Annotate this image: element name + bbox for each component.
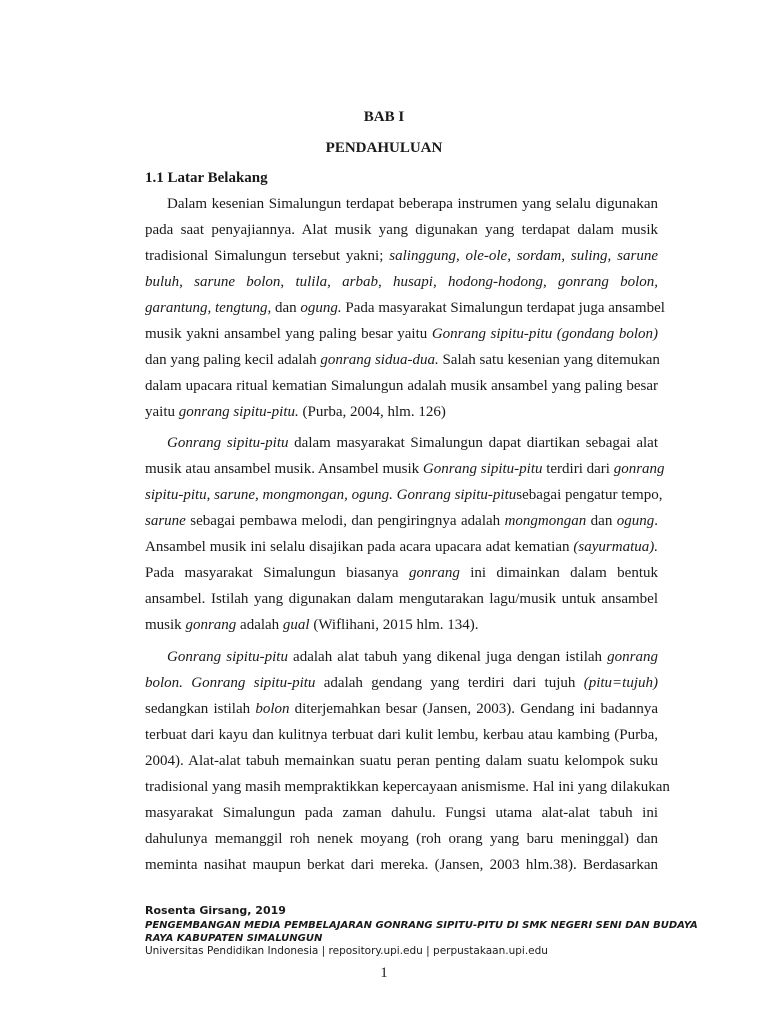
text-run: musik (145, 617, 186, 633)
text-line (167, 195, 658, 213)
text-line (145, 221, 658, 239)
text-run: tradisional yang masih mempraktikkan kepercayaan anismisme. Hal ini yang dilakukan (145, 779, 670, 795)
text-line (145, 700, 658, 718)
text-run: dalam upacara ritual kematian Simalungun adalah musik ansambel yang paling besar (145, 378, 658, 394)
text-line (145, 460, 665, 478)
text-run: pada saat penyajiannya. Alat musik yang digunakan yang terdapat dalam musik (145, 222, 658, 238)
text-run: dan yang paling kecil adalah (145, 352, 321, 368)
italic-term: gonrang (408, 565, 460, 581)
text-run: diterjemahkan besar (Jansen, 2003). Gendang ini badannya (289, 701, 658, 717)
italic-term: gonrang sidua-dua. (320, 352, 439, 368)
italic-term: gonrang (613, 461, 665, 477)
text-run: sebagai pembawa melodi, dan pengiringnya adalah (185, 513, 505, 529)
text-line (145, 299, 665, 317)
text-run: 2004). Alat-alat tabuh memainkan suatu peran penting dalam suatu kelompok suku (145, 753, 658, 769)
text-run: dalam masyarakat Simalungun dapat diartikan sebagai alat (288, 435, 658, 451)
text-run: masyarakat Simalungun pada zaman dahulu. Fungsi utama alat-alat tabuh ini (145, 805, 658, 821)
text-run: (Purba, 2004, hlm. 126) (298, 404, 446, 420)
text-run: yaitu (145, 404, 179, 420)
italic-term: ogung (616, 513, 655, 529)
footer-thesis-title-line2: RAYA KABUPATEN SIMALUNGUN (145, 933, 323, 944)
text-line (145, 325, 658, 343)
text-line (145, 726, 658, 744)
text-run: dan (271, 300, 301, 316)
text-run: meminta nasihat maupun berkat dari mereka. (Jansen, 2003 hlm.38). Berdasarkan (145, 857, 658, 873)
italic-term: ogung. (300, 300, 342, 316)
footer-author: Rosenta Girsang, 2019 (145, 904, 286, 917)
text-run: Salah satu kesenian yang ditemukan (438, 352, 660, 368)
text-line (145, 616, 658, 634)
text-run: (Wiflihani, 2015 hlm. 134). (309, 617, 479, 633)
italic-term: buluh, sarune bolon, tulila, arbab, husapi, hodong-hodong, gonrang bolon, (145, 274, 658, 290)
page-number: 1 (380, 965, 388, 981)
text-run: sebagai pengatur tempo, (516, 487, 663, 503)
section-heading: 1.1 Latar Belakang (145, 170, 268, 186)
text-line (145, 830, 658, 848)
text-run: adalah alat tabuh yang dikenal juga dengan istilah (287, 649, 608, 665)
text-line (145, 856, 658, 874)
text-run: musik yakni ansambel yang paling besar yaitu (145, 326, 432, 342)
text-line (145, 351, 658, 369)
italic-term: gonrang (185, 617, 237, 633)
italic-term: gual (282, 617, 310, 633)
text-run: sedangkan istilah (145, 701, 256, 717)
text-line (145, 538, 658, 556)
italic-term: bolon (255, 701, 290, 717)
text-line (145, 247, 658, 265)
text-line (145, 590, 658, 608)
text-run: ini dimainkan dalam bentuk (459, 565, 658, 581)
text-run: Dalam kesenian Simalungun terdapat beberapa instrumen yang selalu digunakan (167, 196, 658, 212)
italic-term: salinggung, ole-ole, sordam, suling, sarune (389, 248, 658, 264)
italic-term: Gonrang sipitu-pitu (gondang bolon) (431, 326, 658, 342)
text-line (145, 804, 658, 822)
text-run: terdiri dari (542, 461, 614, 477)
text-line (167, 648, 658, 666)
text-run: Pada masyarakat Simalungun biasanya (145, 565, 409, 581)
text-run: musik atau ansambel musik. Ansambel musik (145, 461, 423, 477)
chapter-label: BAB I (363, 109, 405, 125)
text-run: Ansambel musik ini selalu disajikan pada acara upacara adat kematian (145, 539, 574, 555)
italic-term: (pitu=tujuh) (583, 675, 658, 691)
text-run: adalah (236, 617, 283, 633)
text-line (145, 674, 658, 692)
italic-term: (sayurmatua). (573, 539, 658, 555)
text-line (145, 377, 658, 395)
italic-term: bolon. Gonrang sipitu-pitu (145, 675, 316, 691)
italic-term: gonrang (607, 649, 658, 665)
italic-term: sipitu-pitu (145, 487, 207, 503)
text-line (145, 273, 658, 291)
italic-term: gonrang sipitu-pitu. (178, 404, 299, 420)
text-run: Pada masyarakat Simalungun terdapat juga ansambel (341, 300, 665, 316)
text-line (145, 486, 663, 504)
text-run: . (654, 513, 658, 529)
text-run: , (206, 487, 215, 503)
italic-term: sarune (145, 513, 186, 529)
footer-institution: Universitas Pendidikan Indonesia | repository.upi.edu | perpustakaan.upi.edu (145, 945, 548, 957)
text-line (167, 434, 658, 452)
italic-term: Gonrang sipitu-pitu (167, 435, 289, 451)
text-line (145, 752, 658, 770)
italic-term: Gonrang sipitu-pitu (167, 649, 288, 665)
footer-thesis-title-line1: PENGEMBANGAN MEDIA PEMBELAJARAN GONRANG SIPITU-PITU DI SMK NEGERI SENI DAN BUDAYA (145, 920, 698, 931)
text-line (145, 564, 658, 582)
text-line (145, 403, 658, 421)
text-run: terbuat dari kayu dan kulitnya terbuat dari kulit lembu, kerbau atau kambing (Purba, (145, 727, 658, 743)
chapter-title: PENDAHULUAN (325, 140, 443, 156)
text-line (145, 778, 670, 796)
text-line (145, 512, 658, 530)
text-run: tradisional Simalungun tersebut yakni; (145, 248, 390, 264)
text-run: adalah gendang yang terdiri dari tujuh (315, 675, 584, 691)
italic-term: sarune, mongmongan, ogung. Gonrang sipitu-pitu (214, 487, 517, 503)
italic-term: garantung, tengtung, (145, 300, 272, 316)
italic-term: Gonrang sipitu-pitu (422, 461, 543, 477)
text-run: dahulunya memanggil roh nenek moyang (roh orang yang baru meninggal) dan (145, 831, 658, 847)
text-run: ansambel. Istilah yang digunakan dalam mengutarakan lagu/musik untuk ansambel (145, 591, 658, 607)
italic-term: mongmongan (504, 513, 587, 529)
text-run: dan (586, 513, 617, 529)
